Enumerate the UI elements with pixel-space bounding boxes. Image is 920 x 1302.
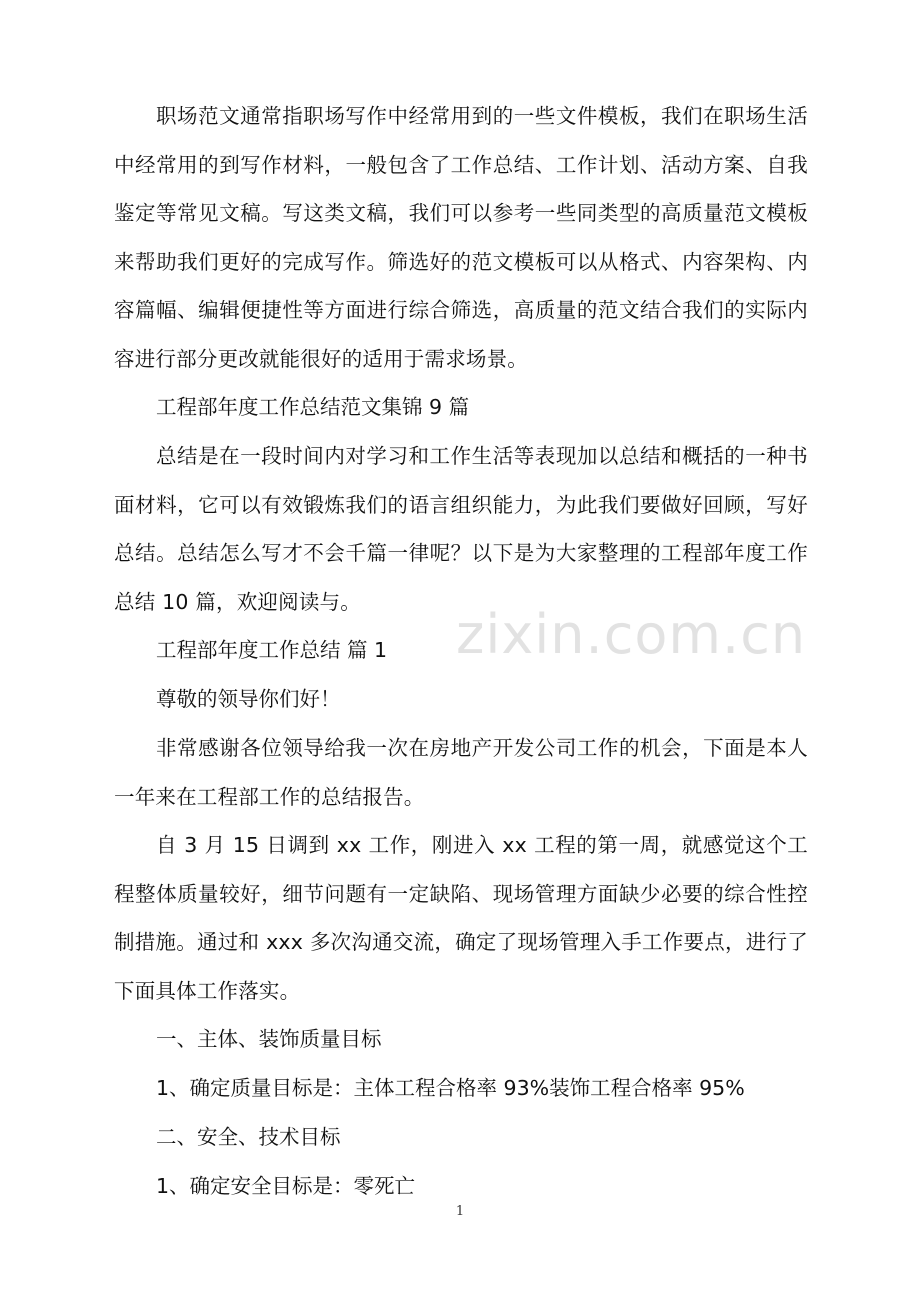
summary-paragraph: 总结是在一段时间内对学习和工作生活等表现加以总结和概括的一种书面材料，它可以有效锻炼我们的语言组织能力，为此我们要做好回顾，写好总结。总结怎么写才不会千篇一律呢？以下是为大家整理的工程部年度工作总结 10 篇，欢迎阅读与。 [114,444,808,614]
thanks-paragraph: 非常感谢各位领导给我一次在房地产开发公司工作的机会，下面是本人一年来在工程部工作的总结报告。 [114,736,808,809]
watermark: zixin.com.cn [456,603,807,666]
safety-goal-heading: 二、安全、技术目标 [156,1125,341,1149]
document-body [114,92,808,1211]
work-paragraph: 自 3 月 15 日调到 xx 工作，刚进入 xx 工程的第一周，就感觉这个工程整体质量较好，细节问题有一定缺陷、现场管理方面缺少必要的综合性控制措施。通过和 xxx 多次沟通交流，确定了现场管理入手工作要点，进行了下面具体工作落实。 [114,833,808,1003]
intro-paragraph: 职场范文通常指职场写作中经常用到的一些文件模板，我们在职场生活中经常用的到写作材料，一般包含了工作总结、工作计划、活动方案、自我鉴定等常见文稿。写这类文稿，我们可以参考一些同类型的高质量范文模板来帮助我们更好的完成写作。筛选好的范文模板可以从格式、内容架构、内容篇幅、编辑便捷性等方面进行综合筛选，高质量的范文结合我们的实际内容进行部分更改就能很好的适用于需求场景。 [114,104,808,371]
document-title: 工程部年度工作总结范文集锦 9 篇 [156,395,470,419]
quality-goal-item: 1、确定质量目标是：主体工程合格率 93%装饰工程合格率 95% [156,1076,745,1100]
salutation: 尊敬的领导你们好！ [156,687,341,711]
safety-goal-item: 1、确定安全目标是：零死亡 [156,1174,416,1198]
page-number: 1 [455,1204,465,1219]
section-title: 工程部年度工作总结 篇 1 [156,638,388,662]
quality-goal-heading: 一、主体、装饰质量目标 [156,1027,382,1051]
